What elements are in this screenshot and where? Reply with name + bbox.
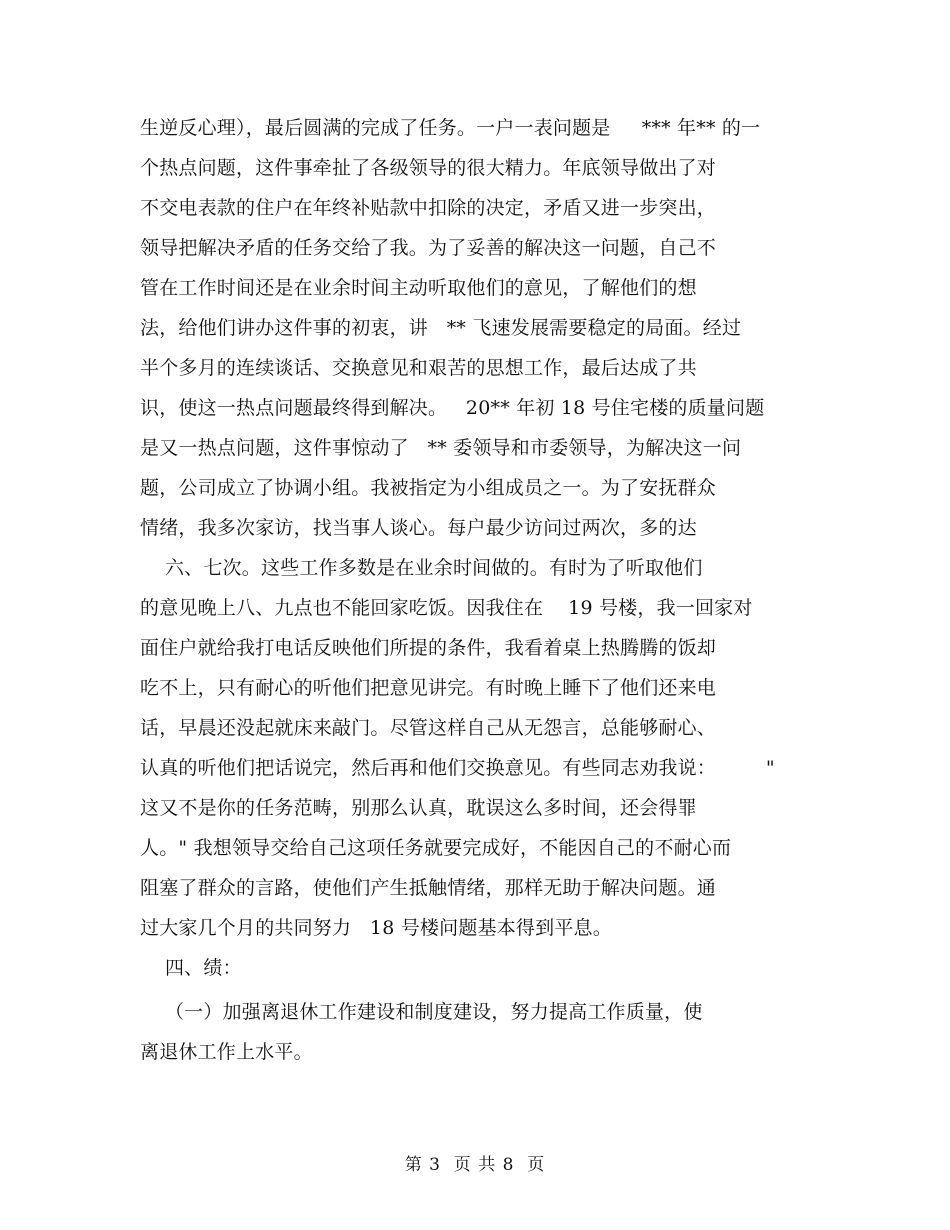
text-line: 不交电表款的住户在年终补贴款中扣除的决定，矛盾又进一步突出，: [140, 197, 717, 219]
text-line: 题，公司成立了协调小组。我被指定为小组成员之一。为了安抚群众: [140, 477, 717, 499]
page-number-footer: 第 3 页 共 8 页: [404, 1155, 546, 1175]
text-line: 的意见晚上八、九点也不能回家吃饭。因我住在 19 号楼，我一回家对: [140, 597, 753, 619]
text-line: （一）加强离退休工作建设和制度建设，努力提高工作质量，使: [140, 1001, 703, 1023]
text-line: 认真的听他们把话说完，然后再和他们交换意见。有些同志劝我说： ": [140, 757, 775, 779]
text-line: 法，给他们讲办这件事的初衷，讲 ** 飞速发展需要稳定的局面。经过: [140, 317, 742, 339]
text-line: 六、七次。这些工作多数是在业余时间做的。有时为了听取他们: [140, 557, 703, 579]
text-line: 离退休工作上水平。: [140, 1041, 313, 1063]
text-line: 半个多月的连续谈话、交换意见和艰苦的思想工作，最后达成了共: [140, 357, 697, 379]
text-line: 面住户就给我打电话反映他们所提的条件，我看着桌上热腾腾的饭却: [140, 637, 717, 659]
text-line: 情绪，我多次家访，找当事人谈心。每户最少访问过两次，多的达: [140, 517, 697, 539]
text-line: 生逆反心理），最后圆满的完成了任务。一户一表问题是 *** 年** 的一: [140, 117, 761, 139]
text-line: 领导把解决矛盾的任务交给了我。为了妥善的解决这一问题，自己不: [140, 237, 717, 259]
text-line: 人。" 我想领导交给自己这项任务就要完成好，不能因自己的不耐心而: [140, 837, 732, 859]
text-line: 过大家几个月的共同努力 18 号楼问题基本得到平息。: [140, 917, 612, 939]
section-heading: 四、绩：: [140, 957, 242, 979]
text-line: 阻塞了群众的言路，使他们产生抵触情绪，那样无助于解决问题。通: [140, 877, 717, 899]
text-line: 吃不上，只有耐心的听他们把意见讲完。有时晚上睡下了他们还来电: [140, 677, 717, 699]
text-line: 话，早晨还没起就床来敲门。尽管这样自己从无怨言，总能够耐心、: [140, 717, 717, 739]
text-line: 这又不是你的任务范畴，别那么认真，耽误这么多时间，还会得罪: [140, 797, 697, 819]
text-line: 是又一热点问题，这件事惊动了 ** 委领导和市委领导，为解决这一问: [140, 437, 742, 459]
text-line: 管在工作时间还是在业余时间主动听取他们的意见，了解他们的想: [140, 277, 697, 299]
text-line: 个热点问题，这件事牵扯了各级领导的很大精力。年底领导做出了对: [140, 157, 717, 179]
text-line: 识，使这一热点问题最终得到解决。 20** 年初 18 号住宅楼的质量问题: [140, 397, 765, 419]
